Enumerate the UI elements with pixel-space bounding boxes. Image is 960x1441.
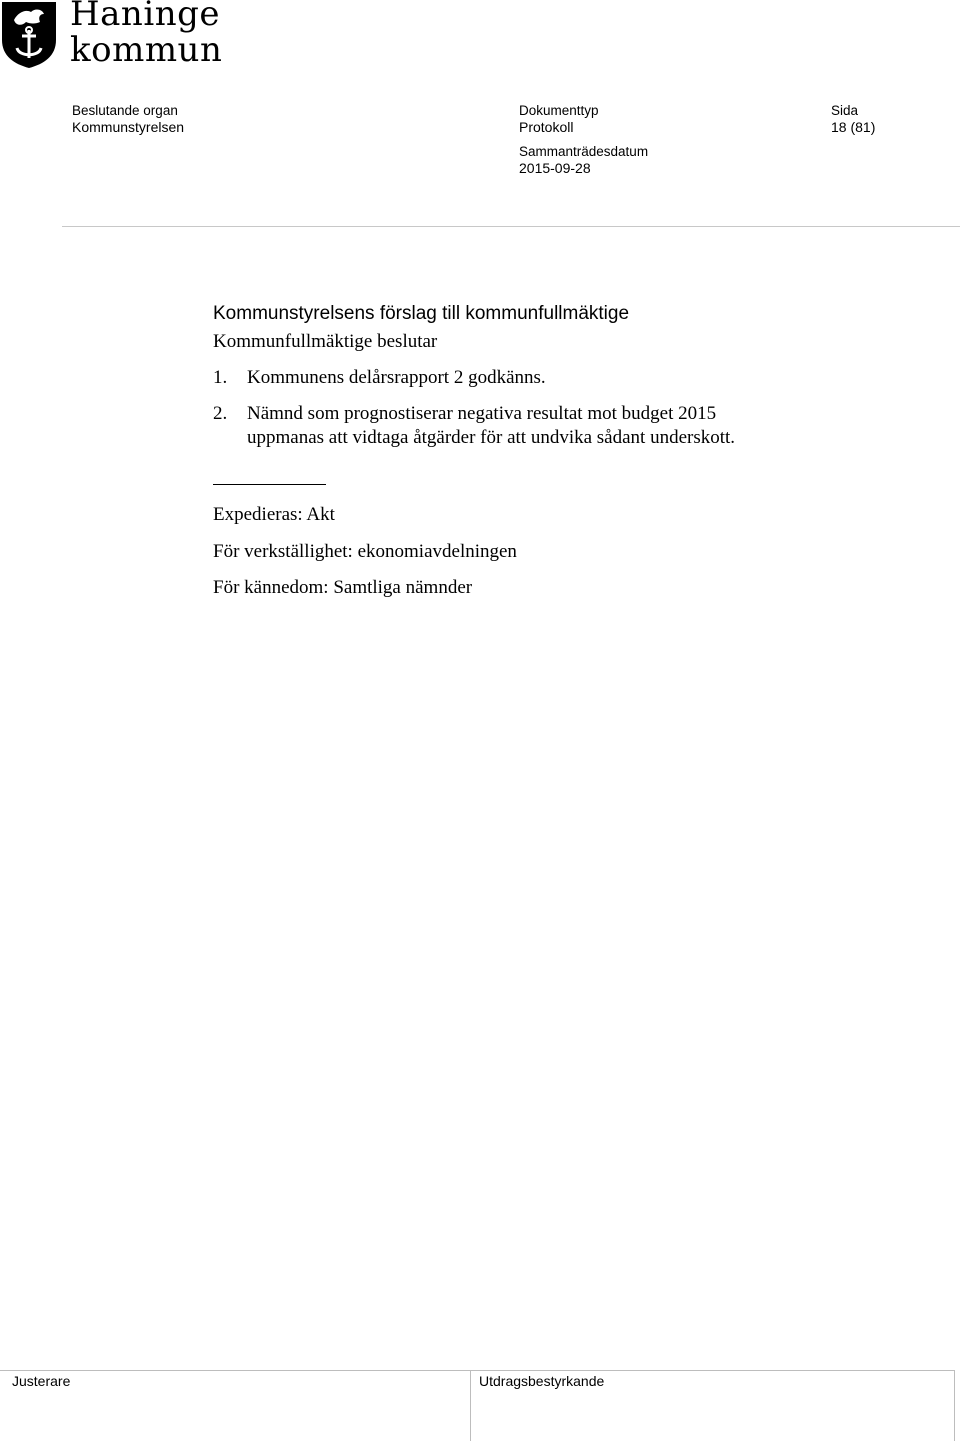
decision-body-block	[72, 102, 184, 136]
decision-intro: Kommunfullmäktige beslutar	[213, 331, 438, 352]
page-number-block	[831, 102, 875, 136]
decision-item-text-line-2: uppmanas att vidtaga åtgärder för att undvika sådant underskott.	[247, 427, 736, 448]
distribution-information: För kännedom: Samtliga nämnder	[213, 577, 473, 598]
haninge-coat-of-arms-icon	[0, 0, 58, 70]
decision-item-number: 1.	[213, 367, 228, 388]
page-label: Sida	[831, 103, 859, 118]
certification-label: Utdragsbestyrkande	[479, 1373, 605, 1389]
meeting-date-value: 2015-09-28	[519, 160, 591, 176]
footer-right-border	[954, 1371, 955, 1441]
logo-wordmark	[70, 0, 222, 68]
decision-body-value: Kommunstyrelsen	[72, 119, 185, 135]
decision-item-1	[213, 366, 933, 390]
decision-item-number: 2.	[213, 403, 228, 424]
decision-section	[213, 302, 933, 450]
logo-line-1: Haninge	[70, 0, 220, 34]
section-heading: Kommunstyrelsens förslag till kommunfullmäktige	[213, 303, 630, 324]
decision-body-label: Beslutande organ	[72, 103, 178, 118]
decision-item-text: Kommunens delårsrapport 2 godkänns.	[247, 367, 546, 388]
page-value: 18 (81)	[831, 119, 876, 135]
footer-divider	[470, 1371, 471, 1441]
header-divider	[62, 226, 960, 227]
decision-item-text-line-1: Nämnd som prognostiserar negativa resultat mot budget 2015	[247, 403, 717, 424]
distribution-divider	[213, 484, 326, 485]
adjuster-label: Justerare	[12, 1373, 71, 1389]
meeting-date-label: Sammanträdesdatum	[519, 144, 649, 159]
logo-line-2: kommun	[70, 30, 223, 70]
doc-type-label: Dokumenttyp	[519, 103, 599, 118]
distribution-execution: För verkställighet: ekonomiavdelningen	[213, 541, 517, 562]
municipality-logo	[0, 0, 230, 72]
decision-item-2	[213, 402, 933, 450]
distribution-expedieras: Expedieras: Akt	[213, 504, 335, 525]
meeting-date-block	[519, 143, 648, 177]
doc-type-block	[519, 102, 599, 136]
doc-type-value: Protokoll	[519, 119, 574, 135]
signature-footer	[0, 1370, 955, 1441]
